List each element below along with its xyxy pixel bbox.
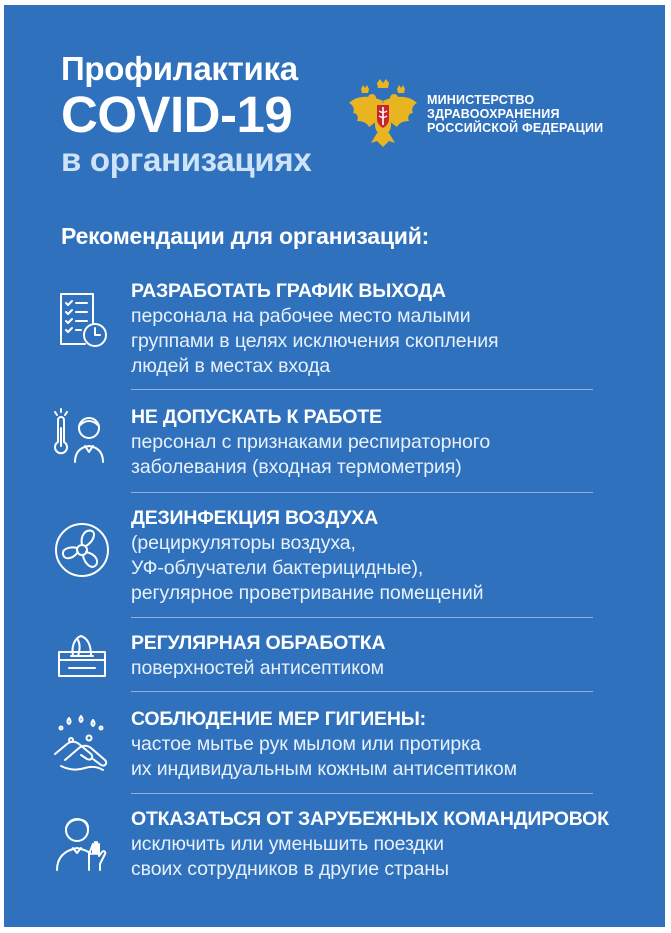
item-line: поверхностей антисептиком <box>131 657 384 679</box>
item-line: регулярное проветривание помещений <box>131 582 484 604</box>
item-text <box>131 404 611 480</box>
item-line: частое мытье рук мылом или протирка <box>131 733 481 755</box>
divider <box>131 691 593 692</box>
title-line-2: COVID-19 <box>61 86 293 143</box>
double-headed-eagle-emblem-icon <box>347 77 419 151</box>
tissue-box-icon <box>51 626 113 688</box>
recommendations-heading: Рекомендации для организаций: <box>61 223 430 249</box>
item-text <box>131 806 611 882</box>
item-line: исключить или уменьшить поездки <box>131 833 444 855</box>
poster <box>4 5 665 927</box>
ministry-line-2: ЗДРАВООХРАНЕНИЯ <box>427 107 560 121</box>
item-text <box>131 706 611 782</box>
item-text <box>131 630 611 681</box>
ministry-name <box>427 93 603 135</box>
item-heading: НЕ ДОПУСКАТЬ К РАБОТЕ <box>131 406 382 428</box>
item-line: персонал с признаками респираторного <box>131 431 491 453</box>
item-line: группами в целях исключения скопления <box>131 330 499 352</box>
title-block <box>61 49 311 179</box>
item-line: своих сотрудников в другие страны <box>131 858 449 880</box>
item-line: (рециркуляторы воздуха, <box>131 532 356 554</box>
item-line: людей в местах входа <box>131 355 331 377</box>
item-heading: РЕГУЛЯРНАЯ ОБРАБОТКА <box>131 632 386 654</box>
divider <box>131 389 593 390</box>
stop-hand-person-icon <box>51 812 113 874</box>
fan-icon <box>51 519 113 581</box>
item-heading: РАЗРАБОТАТЬ ГРАФИК ВЫХОДА <box>131 280 446 302</box>
title-line-1: Профилактика <box>61 50 298 87</box>
divider <box>131 793 593 794</box>
schedule-checklist-clock-icon <box>51 290 113 352</box>
item-line: их индивидуальным кожным антисептиком <box>131 758 517 780</box>
ministry-line-3: РОССИЙСКОЙ ФЕДЕРАЦИИ <box>427 121 604 135</box>
title-line-3: в организациях <box>61 141 312 178</box>
item-text <box>131 505 611 606</box>
divider <box>131 492 593 493</box>
thermometer-person-icon <box>51 406 113 468</box>
ministry-line-1: МИНИСТЕРСТВО <box>427 93 535 107</box>
divider <box>131 617 593 618</box>
item-heading: СОБЛЮДЕНИЕ МЕР ГИГИЕНЫ: <box>131 708 426 730</box>
item-heading: ДЕЗИНФЕКЦИЯ ВОЗДУХА <box>131 507 378 529</box>
hand-washing-icon <box>51 714 113 776</box>
item-line: заболевания (входная термометрия) <box>131 456 462 478</box>
ministry-logo <box>347 77 603 151</box>
item-line: УФ-облучатели бактерицидные), <box>131 557 424 579</box>
item-text <box>131 278 611 379</box>
item-heading: ОТКАЗАТЬСЯ ОТ ЗАРУБЕЖНЫХ КОМАНДИРОВОК <box>131 808 609 830</box>
item-line: персонала на рабочее место малыми <box>131 305 471 327</box>
